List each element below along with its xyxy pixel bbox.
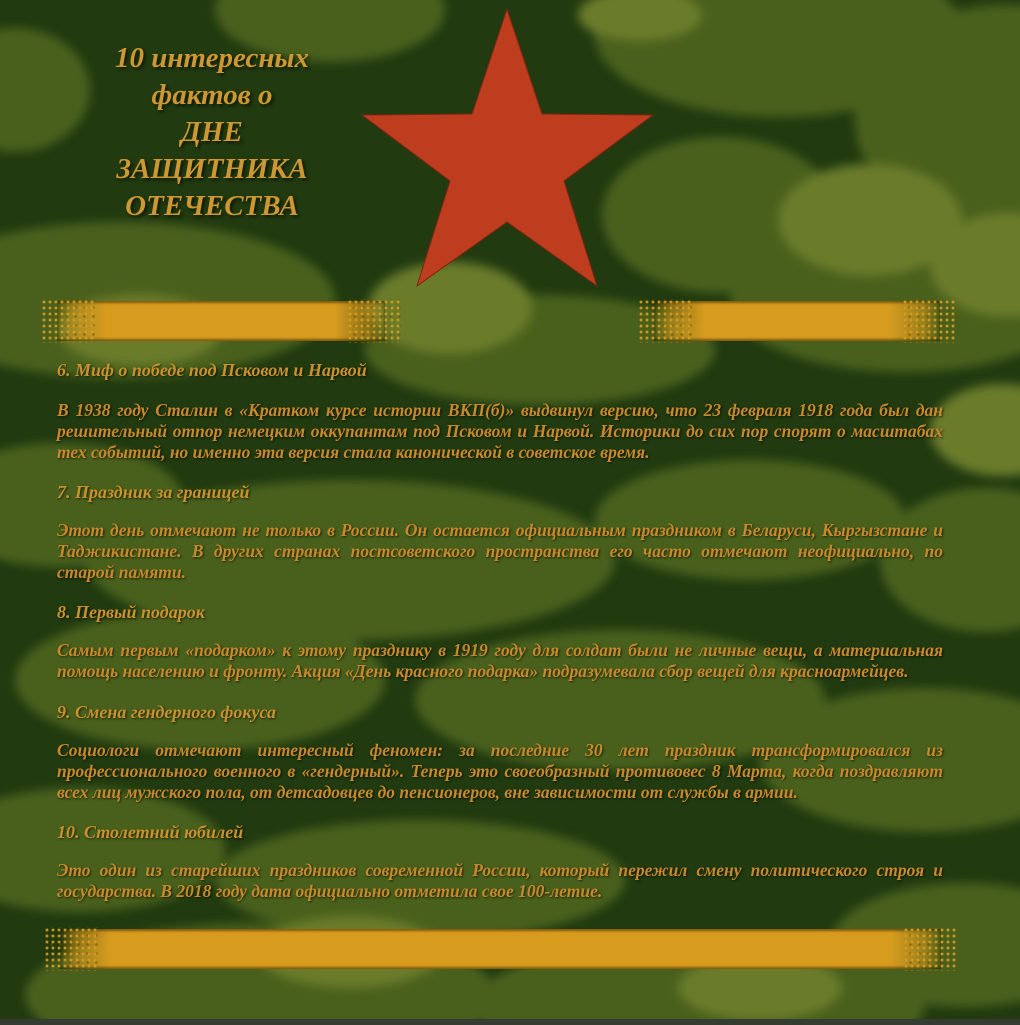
title-line-5: ОТЕЧЕСТВА [125,190,299,222]
section-8-body: Самым первым «подарком» к этому празднику в 1919 году для солдат были не личные вещи, а материальная помощь населению и фронту. Акция «День красного подарка» подразумевала сбор вещей для красноармейцев. [57,640,943,681]
section-7-body: Этот день отмечают не только в России. Он остается официальным праздником в Беларуси, Кыргызстане и Таджикистане. В других странах постсоветского пространства его часто отмечают неофициально, по старой памяти. [57,520,943,582]
stripe-grunge-edge [638,299,692,343]
title-line-4: ЗАЩИТНИКА [116,153,308,185]
stripe-grunge-edge [44,927,98,971]
stripe-grunge-edge [902,299,956,343]
bottom-edge-bar [0,1019,1020,1025]
stripe-grunge-edge [347,299,401,343]
stripe-grunge-edge [903,927,957,971]
title-line-3: ДНЕ [181,116,243,148]
title-line-2: фактов о [151,79,273,111]
gold-stripe-top-right [654,301,940,341]
section-7-heading: 7. Праздник за границей [57,482,250,502]
section-8-heading: 8. Первый подарок [57,602,205,622]
gold-stripe-bottom [60,929,941,969]
section-6-body: В 1938 году Сталин в «Кратком курсе истории ВКП(б)» выдвинул версию, что 23 февраля 1918 года был дан решительный отпор немецким оккупантам под Псковом и Нарвой. Историки до сих пор спорят о масштабах тех событий, но именно эта версия стала канонической в советское время. [57,400,943,462]
section-10-body: Это один из старейших праздников современной России, который пережил смену политического строя и государства. В 2018 году дата официально отметила свое 100-летие. [57,860,943,901]
title-line-1: 10 интересных [114,42,310,74]
poster-title [60,40,364,225]
section-6-heading: 6. Миф о победе под Псковом и Нарвой [57,360,367,380]
stripe-grunge-edge [41,299,95,343]
gold-stripe-top-left [57,301,385,341]
section-9-body: Социологи отмечают интересный феномен: за последние 30 лет праздник трансформировался из профессионального военного в «гендерный». Теперь это своеобразный противовес 8 Марта, когда поздравляют всех лиц мужского пола, от детсадовцев до пенсионеров, вне зависимости от службы в армии. [57,740,943,802]
section-10-heading: 10. Столетний юбилей [57,822,244,842]
section-9-heading: 9. Смена гендерного фокуса [57,702,277,722]
